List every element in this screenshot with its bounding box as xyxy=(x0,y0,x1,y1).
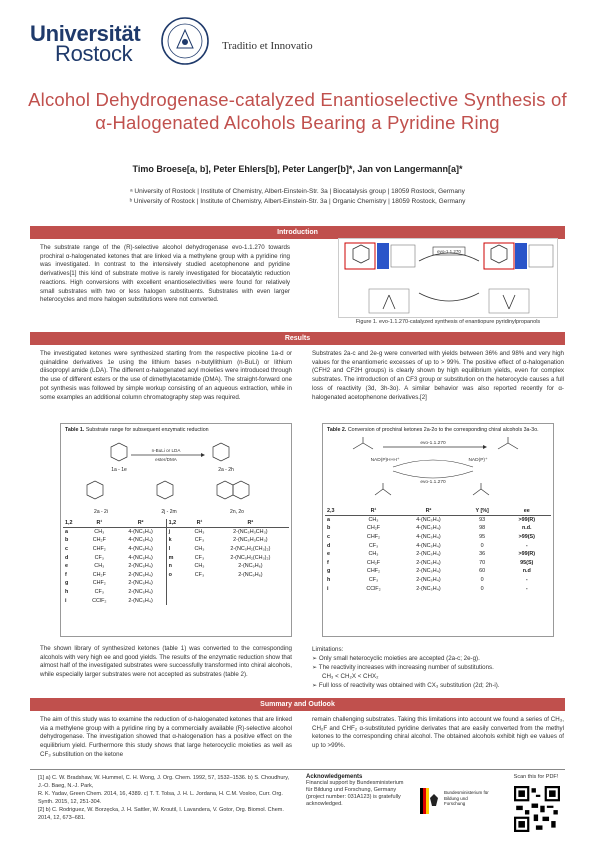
table1-cell: CH₃ xyxy=(194,563,205,570)
table2-cell: 2-(NC₅H₄) xyxy=(416,559,441,566)
figure1-scheme-icon xyxy=(339,239,559,319)
reference-line: [2] b) C. Rodriguez, W. Borzęcka, J. H. Sattler, W. Kroutil, I. Lavandera, V. Gotor, Org. Biomol. Chem. 2014, 12, 673–681. xyxy=(38,807,284,821)
funder-name: Bundesministerium für Bildung und Forschung xyxy=(444,790,489,806)
table1-cell: CF₃ xyxy=(94,554,104,561)
table1-header-cell: R² xyxy=(137,520,144,527)
figure1-caption: Figure 1. evo-1.1.270-catalyzed synthesis of enantiopure pyridinylpropanols xyxy=(355,319,541,325)
limitations-item: ➢ Full loss of reactivity was obtained with CX₃ substitution (2d; 2h-i). xyxy=(312,682,500,689)
table1-cell: 4-(NC₅H₄) xyxy=(128,546,153,553)
table1-reaction-scheme-icon xyxy=(61,437,291,519)
table2-cell: CHF₂ xyxy=(366,568,381,575)
table1-cell xyxy=(187,588,212,597)
footer-divider xyxy=(30,769,565,770)
table1-reagent2: ester/DMA xyxy=(155,457,177,462)
table1-cell: 2-(NC₉H₆) xyxy=(238,563,263,570)
tagline: Traditio et Innovatio xyxy=(222,40,313,52)
table2-row xyxy=(325,559,551,568)
table1-cell: 2-(NC₅H₄) xyxy=(128,563,153,570)
table2-cell: 2-(NC₅H₄) xyxy=(416,551,441,558)
table2-cell: CH₃ xyxy=(368,551,379,558)
table1-cell: 2-(NC₅H₂(CH₃)₂) xyxy=(230,546,271,553)
table1-cell xyxy=(187,579,212,588)
table1-caption xyxy=(61,424,291,437)
table1-cell: CH₂F xyxy=(92,537,106,544)
acknowledgements-heading: Acknowledgements xyxy=(306,774,363,780)
table2-header-cell: R¹ xyxy=(370,508,377,515)
table2-cell: 95(S) xyxy=(520,559,534,566)
table2-cell: h xyxy=(327,577,331,584)
table1-header-cell: 1,2 xyxy=(65,520,73,527)
introduction-text: The substrate range of the (R)-selective alcohol dehydrogenase evo-1.1.270 towards prochiral α-halogenated ketones that are linked via a methylene group with a pyridine ring was investigated. In contrast to the intensively studied acetophenone and pyridine derivatives[1] this kind of substrate motive is rarely investigated for biocatalytic reduction reactions. High conversions with excellent enantioselectivities were found for relatively small substrates with two or less halogen substituents. Substrates with even larger heterocycles and more halogen substitutions were not converted. xyxy=(40,244,290,304)
table1-caption-text: Substrate range for subsequent enzymatic reduction xyxy=(84,427,209,433)
table1-cell: CHF₂ xyxy=(92,546,106,553)
table1-row xyxy=(63,545,289,554)
table1-label-c: 2n, 2o xyxy=(230,509,244,515)
results-below-text: The shown library of synthesized ketones (table 1) was converted to the corresponding alcohols with very high ee and good yields. The results of the enzymatic reduction show that almost half of the investigated substrates were successfully transformed into chiral alcohols, while especially larger substrates were not accepted as substrates (table 2). xyxy=(40,645,292,679)
table2-cell: b xyxy=(327,525,331,532)
table1-caption-bold: Table 1. xyxy=(65,427,85,433)
table2-cell: 0 xyxy=(480,585,484,592)
section-band-summary: Summary and Outlook xyxy=(30,698,565,711)
table1-row xyxy=(63,571,289,580)
results-left-text: The investigated ketones were synthesized starting from the respective picoline 1a-d or quinaldine derivatives 1e using the lithium bases n-butyllithium (n-BuLi) or lithium diisopropyl amide (LDA). The different α-halogenated acyl moieties were introduced through the use of different esters or the use of dimethylacetamide (DMA). The straight-forward one pot synthesis was followed by simple workup consisting of an aqueous extraction, while in some examples an additional column chromatography step was required. xyxy=(40,350,292,401)
table2-cell: 0 xyxy=(480,577,484,584)
figure1-enzyme-label: evo-1.1.270 xyxy=(437,249,461,254)
table1-cell xyxy=(212,596,289,605)
affiliation-a: ᵃ University of Rostock | Institute of Chemistry, Albert-Einstein-Str. 3a | Biocatalysis group | 18059 Rostock, Germany xyxy=(130,188,465,195)
table1-row xyxy=(63,536,289,545)
authors: Timo Broese[a, b], Peter Ehlers[b], Peter Langer[b]*, Jan von Langermann[a]* xyxy=(132,164,463,174)
summary-left-text: The aim of this study was to examine the reduction of α-halogenated ketones that are linked via a methylene group with a pyridine ring by a commercially available (R)-selective alcohol dehydrogenase. The investigation showed that α-halogenation has a positive effect on the equilibrium yield. Furthermore this study shows that large heterocyclic moieties as well as CF₃ substitution on the ketone xyxy=(40,716,292,758)
table1-cell: e xyxy=(65,563,68,570)
table1-header-cell: 1,2 xyxy=(166,519,187,528)
acknowledgements xyxy=(306,774,406,808)
table1-cell: i xyxy=(65,597,67,604)
table1-cell: o xyxy=(166,571,187,580)
limitations-item: CH₃ < CH₂X < CHX₂ xyxy=(322,673,379,680)
table1-row xyxy=(63,596,289,605)
table1-label-right: 2a - 2h xyxy=(218,467,234,473)
table2-row xyxy=(325,550,551,559)
table1-cell: j xyxy=(166,528,187,537)
table1-cell: 2-(NC₉H₆) xyxy=(238,571,263,578)
funder-logo xyxy=(420,788,490,834)
table1-cell xyxy=(212,579,289,588)
table1-cell: l xyxy=(166,545,187,554)
table2-cell: 2-(NC₅H₄) xyxy=(416,585,441,592)
table2-cell: g xyxy=(327,568,331,575)
table1 xyxy=(63,519,289,605)
table1-cell: 4-(NC₅H₄) xyxy=(128,554,153,561)
table2-cell: 93 xyxy=(479,517,486,524)
table1-row xyxy=(63,528,289,537)
table1-cell xyxy=(166,588,187,597)
table2-cell: d xyxy=(327,542,331,549)
table2-cell: - xyxy=(525,542,528,549)
table1-header-cell: R² xyxy=(247,520,254,527)
reference-line: [1] a) C. W. Bradshaw, W. Hummel, C. H. Wong, J. Org. Chem. 1992, 57, 1532–1536. b) S. Choudhury, J.-O. Baeg, N.-J. Park, xyxy=(38,775,290,789)
table2-cell: 4-(NC₅H₄) xyxy=(416,525,441,532)
logo-line2: Rostock xyxy=(55,41,133,66)
university-seal-icon xyxy=(160,16,210,66)
limitations-heading: Limitations: xyxy=(312,646,344,653)
scan-label: Scan this for PDF! xyxy=(513,774,559,780)
table2-cell: i xyxy=(327,585,329,592)
table1-cell xyxy=(187,596,212,605)
table1-cell: CH₃ xyxy=(194,546,205,553)
table2-cell: 36 xyxy=(479,551,486,558)
table2-row xyxy=(325,541,551,550)
table1-label-a: 2a - 2i xyxy=(94,509,108,515)
table2-cell: n.d. xyxy=(521,525,532,532)
results-right-text: Substrates 2a-c and 2e-g were converted with yields between 36% and 98% and very high values for the enantiomeric excesses of up to > 99%. The positive effect of α-halogenation (CFH2 and CF2H groups) is clearly shown by high equilibrium yields, even for complex substrates. The introduction of an CF3 group or substitution on the heterocycle causes a full loss of reactivity (3d, 3h-3o). A similar behavior was also reported recently for α-halogenated acetophenone derivatives.[2] xyxy=(312,350,564,401)
section-band-introduction: Introduction xyxy=(30,226,565,239)
table1-row xyxy=(63,553,289,562)
table2-caption xyxy=(323,424,553,437)
acknowledgements-text: Financial support by Bundesministerium für Bildung und Forschung, Germany (project number: 031A123) is gratefully acknowledged. xyxy=(306,780,404,807)
limitations-item: ➢ Only small heterocyclic moieties are accepted (2a-c; 2e-g). xyxy=(312,655,480,662)
table2-cell: CH₂F xyxy=(366,525,381,532)
table1-cell: b xyxy=(65,537,69,544)
table2-cell: f xyxy=(327,559,329,566)
table1-cell: m xyxy=(166,553,187,562)
table2-cofactor-right: NAD(P)⁺ xyxy=(468,458,488,463)
table1-cell: 4-(NC₅H₄) xyxy=(128,529,153,536)
table1-box xyxy=(60,423,292,637)
table2-cell: >99(S) xyxy=(518,534,535,541)
table2-cell: CH₃ xyxy=(368,517,379,524)
table2-row xyxy=(325,567,551,576)
table2-header-cell: ee xyxy=(523,508,530,515)
table2-cell: 0 xyxy=(480,542,484,549)
table1-cell: c xyxy=(65,546,68,553)
table2-row xyxy=(325,516,551,525)
table2-row xyxy=(325,584,551,593)
table1-cell: 2-(NC₅H₂(CH₃)₂) xyxy=(230,554,271,561)
figure1-scheme xyxy=(338,238,558,318)
affiliation-b: ᵇ University of Rostock | Institute of Chemistry, Albert-Einstein-Str. 3a | Organic Chemistry | 18059 Rostock, Germany xyxy=(129,198,466,205)
table1-cell: CH₃ xyxy=(194,529,205,536)
table2-enzyme-bottom: evo-1.1.270 xyxy=(420,480,446,485)
table2-cell: c xyxy=(327,534,330,541)
table2-row xyxy=(325,533,551,542)
table2-cell: 2-(NC₅H₄) xyxy=(416,568,441,575)
table2-cell: CH₂F xyxy=(366,559,381,566)
table2-cofactor-left: NAD(P)H+H⁺ xyxy=(370,458,400,463)
table2-box xyxy=(322,423,554,637)
table1-label-left: 1a - 1e xyxy=(111,467,127,473)
section-band-results: Results xyxy=(30,332,565,345)
table1-cell: CF₃ xyxy=(194,554,205,561)
table1-cell: CH₂F xyxy=(92,571,106,578)
table1-cell: CF₃ xyxy=(94,589,104,596)
table1-cell: CClF₂ xyxy=(92,597,107,604)
table1-header-cell: R¹ xyxy=(196,520,203,527)
table1-reagent: n-BuLi or LDA xyxy=(151,448,181,453)
table2-cell: 70 xyxy=(479,559,486,566)
table1-header-cell: R¹ xyxy=(96,520,103,527)
reference-line: R. K. Yadav, Green Chem. 2014, 16, 4389. c) T. T. Tolsa, J. H. L. Jordana, H. C.M. Vosloo, Curr. Org. Synth. 2015, 12, 251-304. xyxy=(38,791,283,805)
table2-cell: CClF₂ xyxy=(366,585,381,592)
table2-cell: - xyxy=(525,577,528,584)
limitations-item: ➢ The reactivity increases with increasing number of substitutions. xyxy=(312,664,494,671)
table2-header-cell: R² xyxy=(425,508,432,515)
table2-caption-text: Conversion of prochiral ketones 2a-2o to the corresponding chiral alcohols 3a-3o. xyxy=(346,427,539,433)
table1-cell: 2-(NC₅H₄) xyxy=(128,597,153,604)
table1-cell: h xyxy=(65,589,69,596)
table1-cell xyxy=(212,588,289,597)
limitations-block xyxy=(312,645,564,690)
table1-cell: 2-(NC₅H₄) xyxy=(128,580,153,587)
table1-cell: 2-(NC₅H₃CH₃) xyxy=(233,537,268,544)
table1-cell: 2-(NC₅H₃CH₃) xyxy=(233,529,268,536)
table2-cell: n.d xyxy=(522,568,531,575)
table1-cell: CH₃ xyxy=(94,563,105,570)
table2-cell: CHF₂ xyxy=(366,534,381,541)
table1-cell: 2-(NC₅H₄) xyxy=(128,571,153,578)
table2-cell: 4-(NC₅H₄) xyxy=(416,542,441,549)
table2-cell: 95 xyxy=(479,534,486,541)
table2-header-cell: Y [%] xyxy=(475,508,489,515)
table1-cell: 2-(NC₅H₄) xyxy=(128,589,153,596)
table1-cell: n xyxy=(166,562,187,571)
table1-cell: 4-(NC₅H₄) xyxy=(128,537,153,544)
table1-cell: CH₃ xyxy=(94,529,105,536)
table2-cell: CF₃ xyxy=(368,542,379,549)
university-logo-text xyxy=(30,21,141,66)
table1-cell: d xyxy=(65,554,69,561)
summary-right-text: remain challenging substrates. Taking this limitations into account we found a series of CH₃, CH₂F and CHF₂ α-substituted pyridine derivates that are easily converted from the methyl ketones to the corresponding chiral alcohol. The obtained alcohols exhibit high ee values of up to >99%. xyxy=(312,716,564,750)
table2-cell: e xyxy=(327,551,330,558)
table1-cell: CHF₂ xyxy=(92,580,106,587)
table2-cell: >99(R) xyxy=(518,517,536,524)
poster-title: Alcohol Dehydrogenase-catalyzed Enantioselective Synthesis of α-Halogenated Alcohols Bearing a Pyridine Ring xyxy=(28,89,567,133)
table2-cell: 4-(NC₅H₄) xyxy=(416,534,441,541)
qr-code-icon[interactable] xyxy=(514,786,560,832)
table2-cell: 2-(NC₅H₄) xyxy=(416,577,441,584)
table1-cell xyxy=(166,579,187,588)
table2-row xyxy=(325,576,551,585)
table2 xyxy=(325,507,551,593)
table1-label-b: 2j - 2m xyxy=(161,509,177,515)
table1-cell: CF₃ xyxy=(194,571,205,578)
table2-cell: 4-(NC₅H₄) xyxy=(416,517,441,524)
affiliations xyxy=(20,187,575,207)
table1-cell: CF₃ xyxy=(194,537,205,544)
table1-cell: k xyxy=(166,536,187,545)
table1-row xyxy=(63,562,289,571)
table2-caption-bold: Table 2. xyxy=(327,427,347,433)
table1-row xyxy=(63,579,289,588)
table2-enzyme-top: evo-1.1.270 xyxy=(420,441,446,446)
references xyxy=(38,774,296,822)
logo-line1: Universität xyxy=(30,21,141,46)
table2-row xyxy=(325,524,551,533)
table2-header-cell: 2,3 xyxy=(327,508,335,515)
table1-cell: f xyxy=(65,571,67,578)
table1-row xyxy=(63,588,289,597)
table2-cell: 98 xyxy=(479,525,486,532)
table2-cell: CF₃ xyxy=(368,577,379,584)
table2-reaction-scheme-icon xyxy=(323,437,553,507)
table2-cell: 60 xyxy=(479,568,486,575)
table2-cell: a xyxy=(327,517,330,524)
table2-cell: - xyxy=(525,585,528,592)
table1-cell: g xyxy=(65,580,69,587)
federal-eagle-icon xyxy=(420,788,442,814)
table1-cell: a xyxy=(65,529,68,536)
table1-cell xyxy=(166,596,187,605)
table2-cell: >99(R) xyxy=(518,551,536,558)
